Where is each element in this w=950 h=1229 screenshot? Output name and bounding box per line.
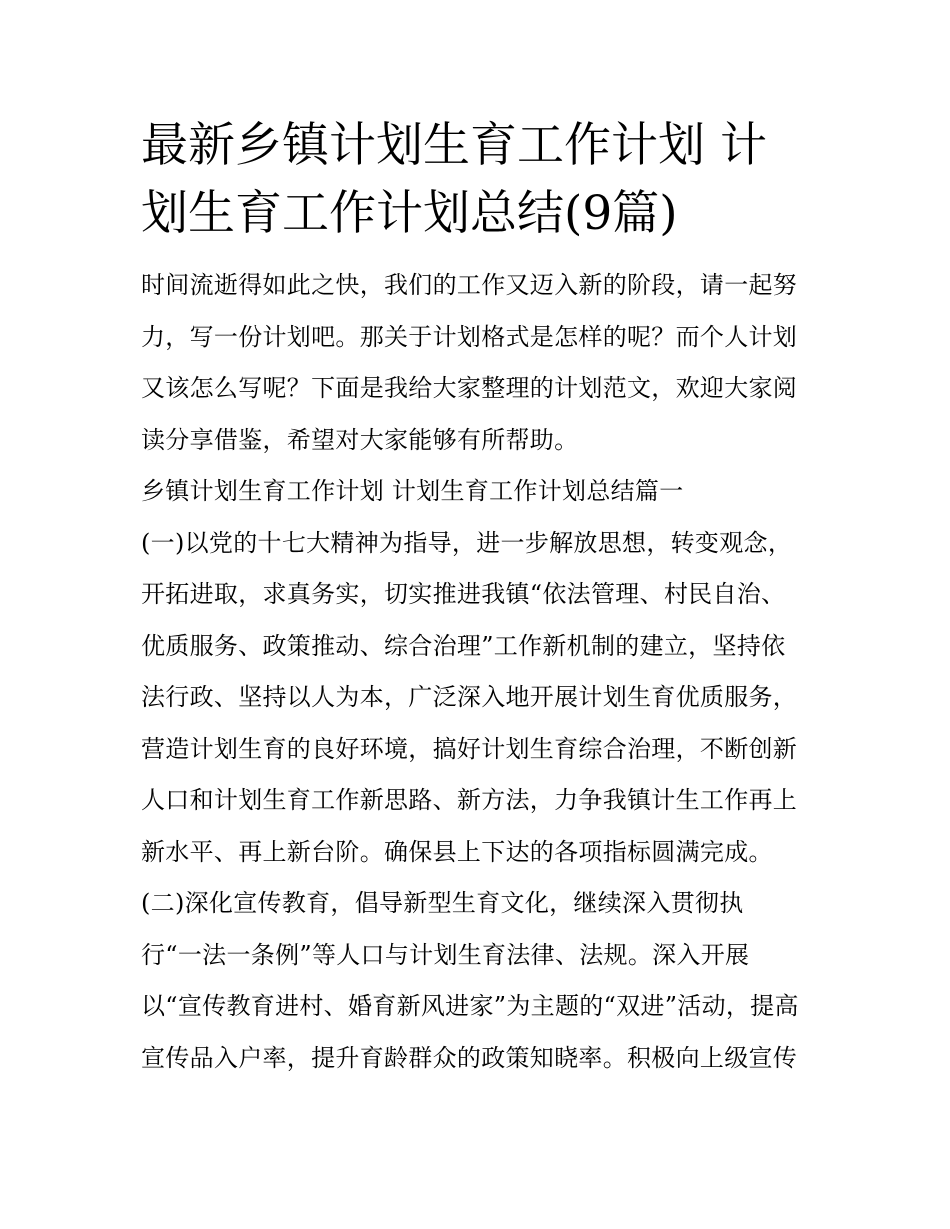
text-line: 又该怎么写呢？下面是我给大家整理的计划范文，欢迎大家阅 [141,374,798,402]
section-heading [141,466,813,518]
document-title [141,112,813,248]
text-line: 开拓进取，求真务实，切实推进我镇“依法管理、村民自治、 [141,580,786,608]
text-line: 新水平、再上新台阶。确保县上下达的各项指标圆满完成。 [141,837,773,866]
text-line: 法行政、坚持以人为本，广泛深入地开展计划生育优质服务， [141,683,798,711]
text-line: (二)深化宣传教育，倡导新型生育文化，继续深入贯彻执 [141,889,744,917]
title-line-1: 最新乡镇计划生育工作计划 计 [141,118,767,173]
text-line: 营造计划生育的良好环境，搞好计划生育综合治理，不断创新 [141,734,798,763]
text-line: 优质服务、政策推动、综合治理”工作新机制的建立，坚持依 [141,631,786,660]
document-content [141,112,813,1084]
text-line: (一)以党的十七大精神为指导，进一步解放思想，转变观念， [141,528,793,557]
text-line: 读分享借鉴，希望对大家能够有所帮助。 [141,425,579,454]
text-line: 乡镇计划生育工作计划 计划生育工作计划总结篇一 [141,477,684,505]
body-paragraph-2 [141,878,813,1084]
body-paragraph-1 [141,518,813,879]
title-line-2: 划生育工作计划总结(9篇) [141,186,678,241]
text-line: 以“宣传教育进村、婚育新风进家”为主题的“双进”活动，提高 [141,992,799,1020]
text-line: 宣传品入户率，提升育龄群众的政策知晓率。积极向上级宣传 [141,1043,798,1072]
intro-paragraph [141,260,813,466]
text-line: 行“一法一条例”等人口与计划生育法律、法规。深入开展 [141,940,750,969]
text-line: 人口和计划生育工作新思路、新方法，力争我镇计生工作再上 [141,786,798,814]
text-line: 力，写一份计划吧。那关于计划格式是怎样的呢？而个人计划 [141,322,798,351]
text-line: 时间流逝得如此之快，我们的工作又迈入新的阶段，请一起努 [141,271,798,299]
